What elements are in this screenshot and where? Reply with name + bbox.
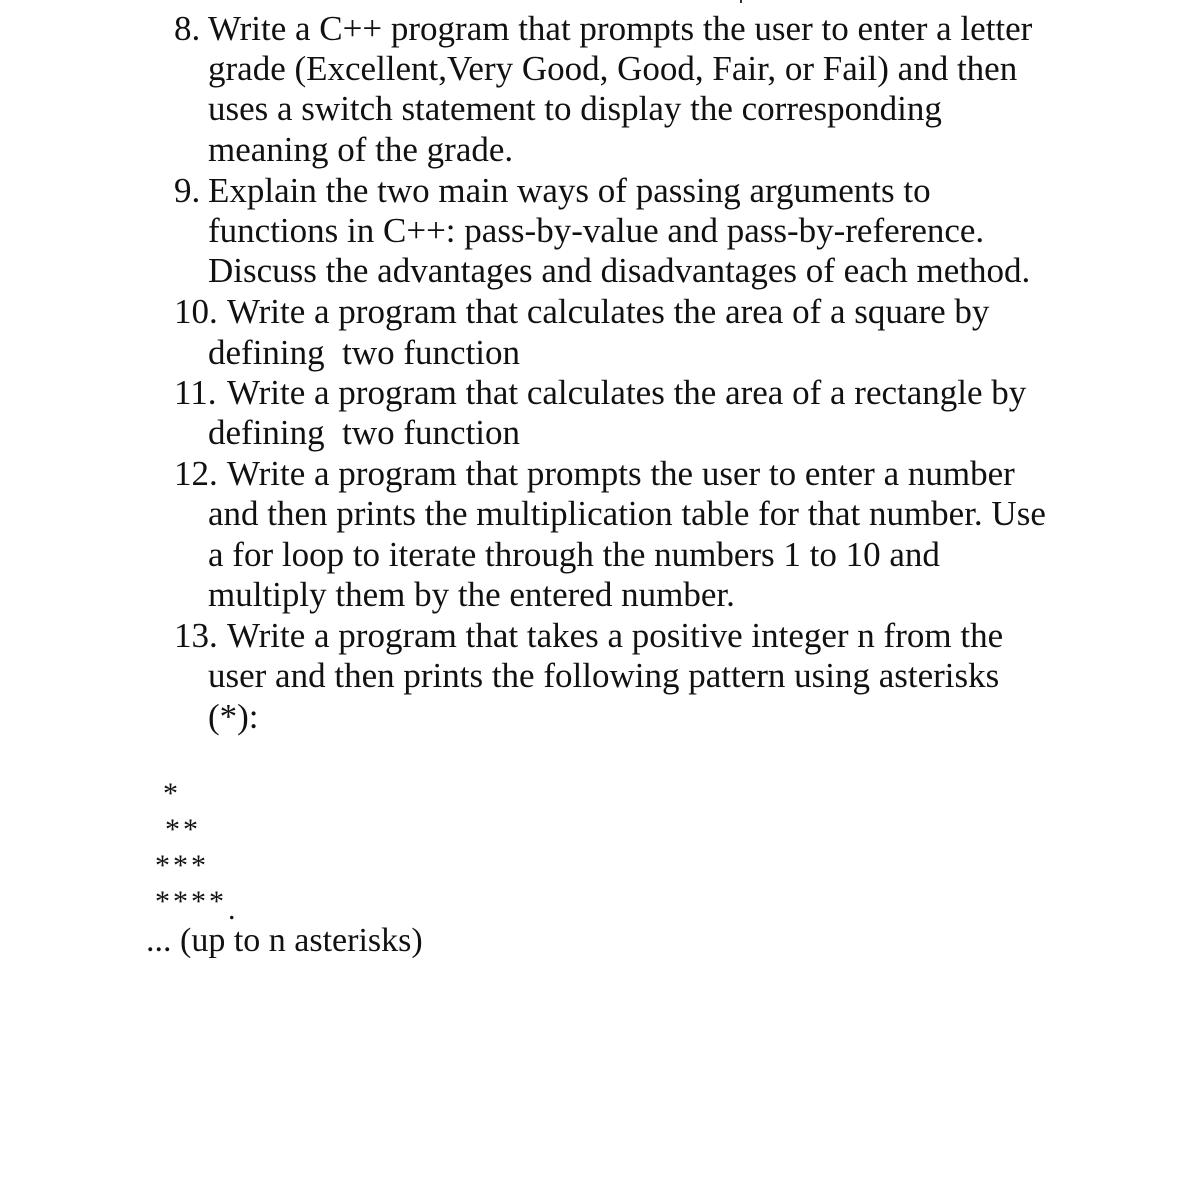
question-number: 11.	[174, 373, 217, 412]
pattern-line-2: **	[165, 813, 201, 846]
pattern-dot: .	[228, 893, 236, 926]
question-text-line: Explain the two main ways of passing arguments to	[208, 171, 931, 210]
question-text-line: user and then prints the following pattern using asterisks	[208, 656, 1000, 695]
question-number: 12.	[174, 454, 218, 493]
question-text-line: defining two function	[208, 413, 521, 452]
pattern-line-1: *	[163, 777, 181, 810]
question-text-line: Discuss the advantages and disadvantages of each method.	[208, 251, 1031, 290]
cropped-glyph-fragment	[740, 0, 742, 3]
question-text-line: Write a program that calculates the area of a rectangle by	[227, 373, 1027, 412]
question-text-line: a for loop to iterate through the numbers 1 to 10 and	[208, 535, 940, 574]
pattern-line-3: ***	[155, 849, 209, 882]
question-number: 9.	[174, 171, 201, 210]
question-text-line: uses a switch statement to display the corresponding	[208, 89, 942, 128]
question-number: 10.	[174, 292, 218, 331]
question-text-line: defining two function	[208, 333, 521, 372]
question-text-line: Write a program that prompts the user to enter a number	[227, 454, 1015, 493]
question-text-line: and then prints the multiplication table for that number. Use	[208, 494, 1046, 533]
question-text-line: meaning of the grade.	[208, 130, 514, 169]
question-text-line: (*):	[208, 697, 259, 736]
question-number: 13.	[174, 616, 218, 655]
question-text-line: Write a program that calculates the area of a square by	[227, 292, 990, 331]
question-text-line: multiply them by the entered number.	[208, 575, 735, 614]
pattern-ellipsis: ... (up to n asterisks)	[146, 922, 423, 959]
question-text-line: Write a program that takes a positive integer n from the	[227, 616, 1004, 655]
question-text-line: grade (Excellent,Very Good, Good, Fair, or Fail) and then	[208, 49, 1018, 88]
question-text-line: Write a C++ program that prompts the user to enter a letter	[208, 9, 1033, 48]
question-number: 8.	[174, 9, 201, 48]
question-text-line: functions in C++: pass-by-value and pass-by-reference.	[208, 211, 985, 250]
pattern-line-4: ****	[155, 885, 227, 918]
